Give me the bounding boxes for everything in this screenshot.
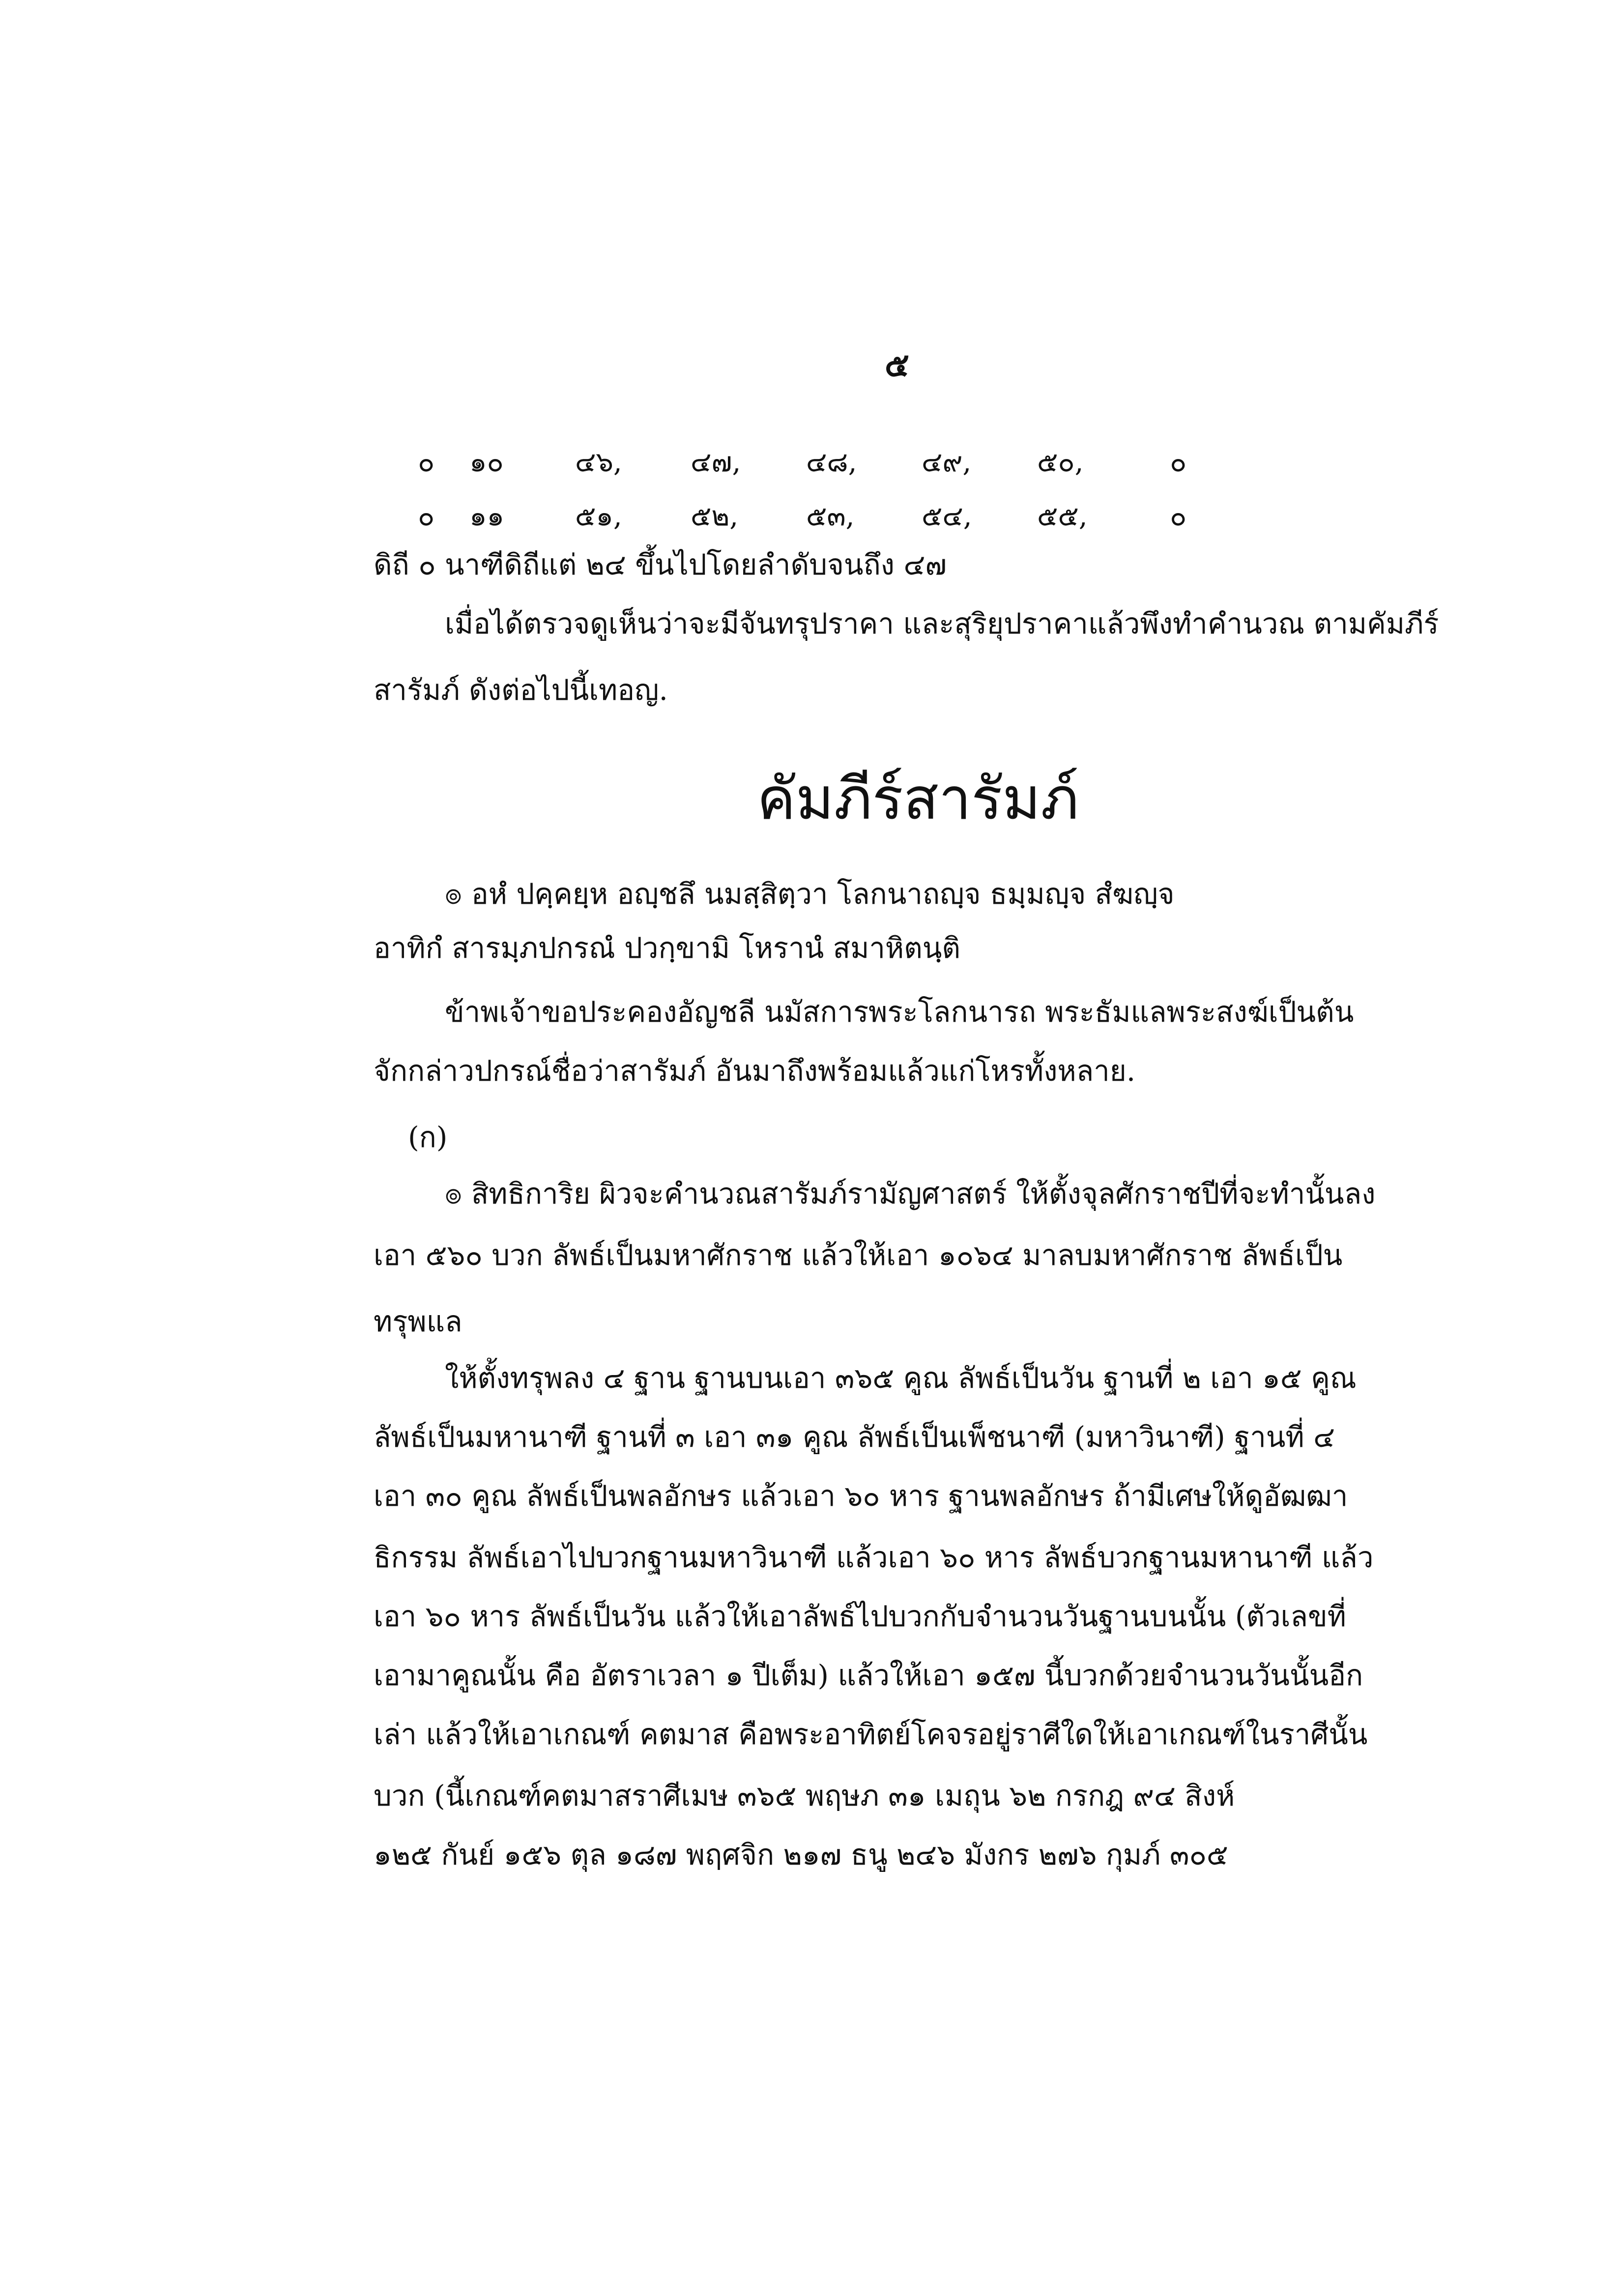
paragraph-line: ดิถี ๐ นาฑีดิถีแต่ ๒๔ ขึ้นไปโดยลำดับจนถึง ๔๗: [374, 548, 947, 581]
table-row: [418, 494, 1214, 538]
table-row: [418, 440, 1214, 484]
paragraph-line: ทรุพแล: [374, 1305, 463, 1338]
table-cell: ๔๖,: [575, 446, 622, 478]
paragraph-line: เอามาคูณนั้น คือ อัตราเวลา ๑ ปีเต็ม) แล้วให้เอา ๑๕๗ นี้บวกด้วยจำนวนวันนั้นอีก: [374, 1659, 1363, 1692]
paragraph-line: เอา ๓๐ คูณ ลัพธ์เป็นพลอักษร แล้วเอา ๖๐ หาร ฐานพลอักษร ถ้ามีเศษให้ดูอัฒฒา: [374, 1479, 1348, 1513]
table-cell: ๐: [418, 500, 435, 532]
table-cell: ๕๓,: [806, 500, 855, 532]
table-cell: ๐: [1170, 446, 1187, 478]
verse-line: อาทิกํ สารมฺภปกรณํ ปวกฺขามิ โหรานํ สมาหิตนฺติ: [374, 931, 961, 965]
paragraph-line: ธิกรรม ลัพธ์เอาไปบวกฐานมหาวินาฑี แล้วเอา ๖๐ หาร ลัพธ์บวกฐานมหานาฑี แล้ว: [374, 1541, 1374, 1574]
paragraph-line: ๏ สิทธิการิย ผิวจะคำนวณสารัมภ์รามัญศาสตร์ ให้ตั้งจุลศักราชปีที่จะทำนั้นลง: [445, 1177, 1376, 1210]
paragraph-line: ลัพธ์เป็นมหานาฑี ฐานที่ ๓ เอา ๓๑ คูณ ลัพธ์เป็นเพ็ชนาฑี (มหาวินาฑี) ฐานที่ ๔: [374, 1420, 1335, 1454]
table-cell: ๕๒,: [691, 500, 739, 532]
paragraph-line: เล่า แล้วให้เอาเกณฑ์ คตมาส คือพระอาทิตย์โคจรอยู่ราศีใดให้เอาเกณฑ์ในราศีนั้น: [374, 1718, 1368, 1751]
table-cell: ๕๐,: [1037, 446, 1084, 478]
verse-line: ๏ อหํ ปคฺคยฺห อญฺชลึ นมสฺสิตฺวา โลกนาถญฺจ ธมฺมญฺจ สํฆญฺจ: [445, 877, 1175, 911]
table-cell: ๔๙,: [922, 446, 972, 478]
paragraph-line: จักกล่าวปกรณ์ชื่อว่าสารัมภ์ อันมาถึงพร้อมแล้วแก่โหรทั้งหลาย.: [374, 1054, 1136, 1088]
table-cell: ๔๗,: [691, 446, 741, 478]
paragraph-line: เอา ๕๖๐ บวก ลัพธ์เป็นมหาศักราช แล้วให้เอา ๑๐๖๔ มาลบมหาศักราช ลัพธ์เป็น: [374, 1238, 1343, 1272]
table-cell: ๕๕,: [1037, 500, 1088, 532]
paragraph-line: ข้าพเจ้าขอประคองอัญชลี นมัสการพระโลกนารถ พระธัมแลพระสงฆ์เป็นต้น: [445, 995, 1354, 1029]
section-label: (ก): [408, 1120, 448, 1154]
paragraph-line: ให้ตั้งทรุพลง ๔ ฐาน ฐานบนเอา ๓๖๕ คูณ ลัพธ์เป็นวัน ฐานที่ ๒ เอา ๑๕ คูณ: [445, 1361, 1357, 1395]
paragraph-line: สารัมภ์ ดังต่อไปนี้เทอญ.: [374, 673, 668, 707]
paragraph-line: บวก (นี้เกณฑ์คตมาสราศีเมษ ๓๖๕ พฤษภ ๓๑ เมถุน ๖๒ กรกฎ ๙๔ สิงห์: [374, 1779, 1235, 1812]
section-heading: คัมภีร์สารัมภ์: [757, 765, 1079, 832]
table-cell: ๕๔,: [922, 500, 972, 532]
table-cell: ๐: [1170, 500, 1187, 532]
table-cell: ๔๘,: [806, 446, 857, 478]
table-cell: ๐: [418, 446, 435, 478]
paragraph-line: เมื่อได้ตรวจดูเห็นว่าจะมีจันทรุปราคา และสุริยุปราคาแล้วพึงทำคำนวณ ตามคัมภีร์: [445, 607, 1439, 640]
table-cell: ๑๐: [469, 446, 504, 478]
page-number: ๕: [885, 345, 909, 384]
table-cell: ๕๑,: [575, 500, 622, 532]
table-cell: ๑๑: [469, 500, 505, 532]
paragraph-line: ๑๒๕ กันย์ ๑๕๖ ตุล ๑๘๗ พฤศจิก ๒๑๗ ธนู ๒๔๖ มังกร ๒๗๖ กุมภ์ ๓๐๕: [374, 1838, 1228, 1871]
paragraph-line: เอา ๖๐ หาร ลัพธ์เป็นวัน แล้วให้เอาลัพธ์ไปบวกกับจำนวนวันฐานบนนั้น (ตัวเลขที่: [374, 1600, 1346, 1633]
